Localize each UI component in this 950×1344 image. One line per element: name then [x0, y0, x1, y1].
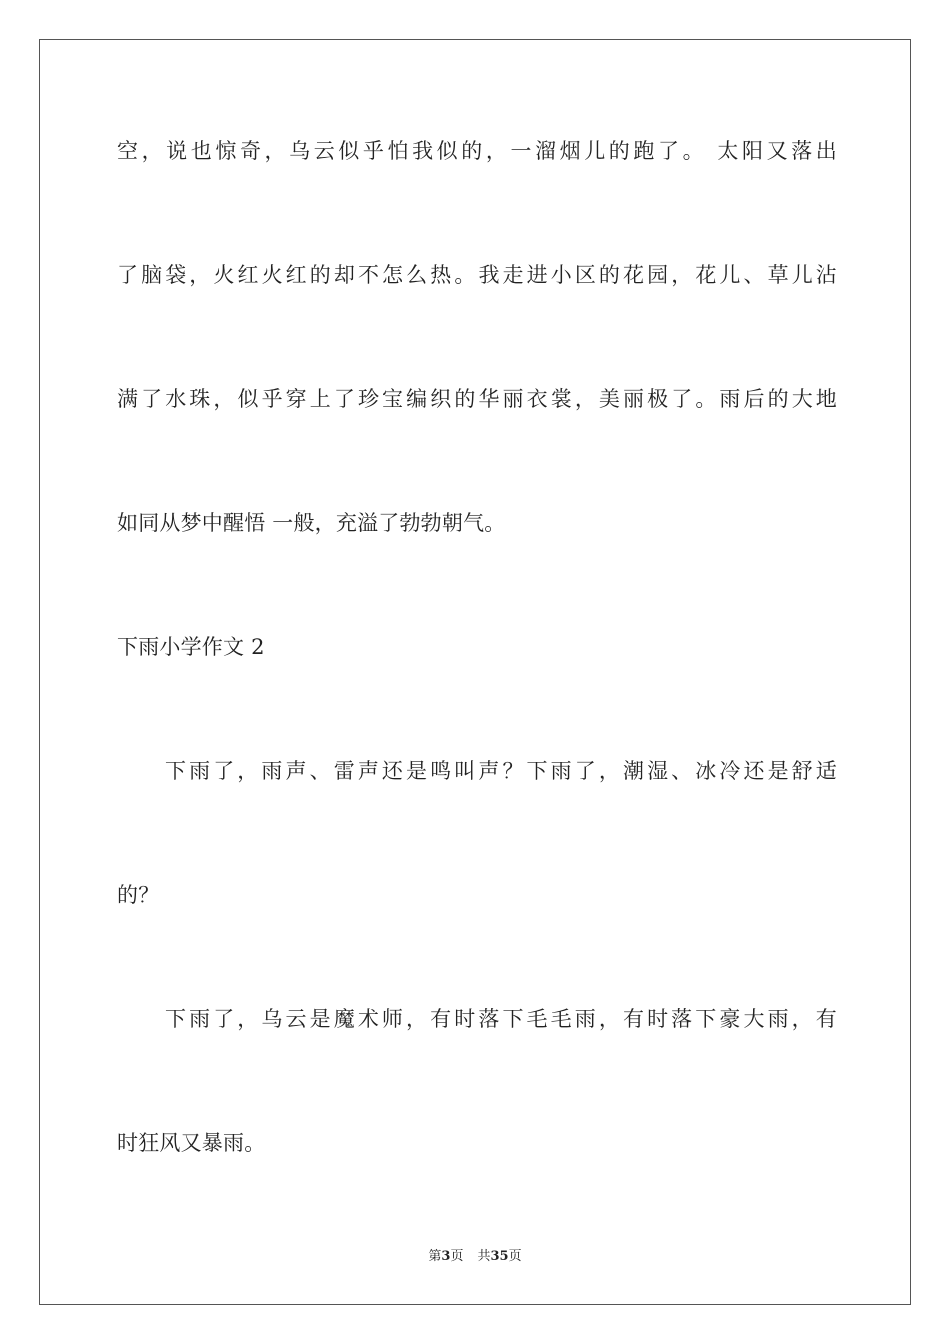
section-heading: 下雨小学作文 2 — [117, 635, 265, 659]
paragraph-line: 空，说也惊奇，乌云似乎怕我似的，一溜烟儿的跑了。 太阳又落出 — [117, 139, 837, 163]
page-prefix: 第 — [428, 1249, 442, 1264]
paragraph-line: 如同从梦中醒悟 一般，充溢了勃勃朝气。 — [117, 511, 506, 535]
paragraph-line: 下雨了，雨声、雷声还是鸣叫声？下雨了，潮湿、冰冷还是舒适 — [165, 759, 837, 783]
paragraph-line: 的？ — [117, 883, 160, 907]
current-page-number: 3 — [441, 1249, 451, 1264]
paragraph-line: 时狂风又暴雨。 — [117, 1131, 266, 1155]
paragraph-line: 下雨了，乌云是魔术师，有时落下毛毛雨，有时落下豪大雨，有 — [165, 1007, 837, 1031]
total-page-count: 35 — [490, 1249, 509, 1264]
page-border — [39, 39, 911, 1305]
paragraph-line: 了脑袋，火红火红的却不怎么热。我走进小区的花园，花儿、草儿沾 — [117, 263, 837, 287]
paragraph-line: 满了水珠，似乎穿上了珍宝编织的华丽衣裳，美丽极了。雨后的大地 — [117, 387, 837, 411]
total-prefix: 共 — [477, 1249, 491, 1264]
total-unit: 页 — [508, 1249, 522, 1264]
page-unit: 页 — [450, 1249, 464, 1264]
page-footer — [0, 1248, 950, 1266]
